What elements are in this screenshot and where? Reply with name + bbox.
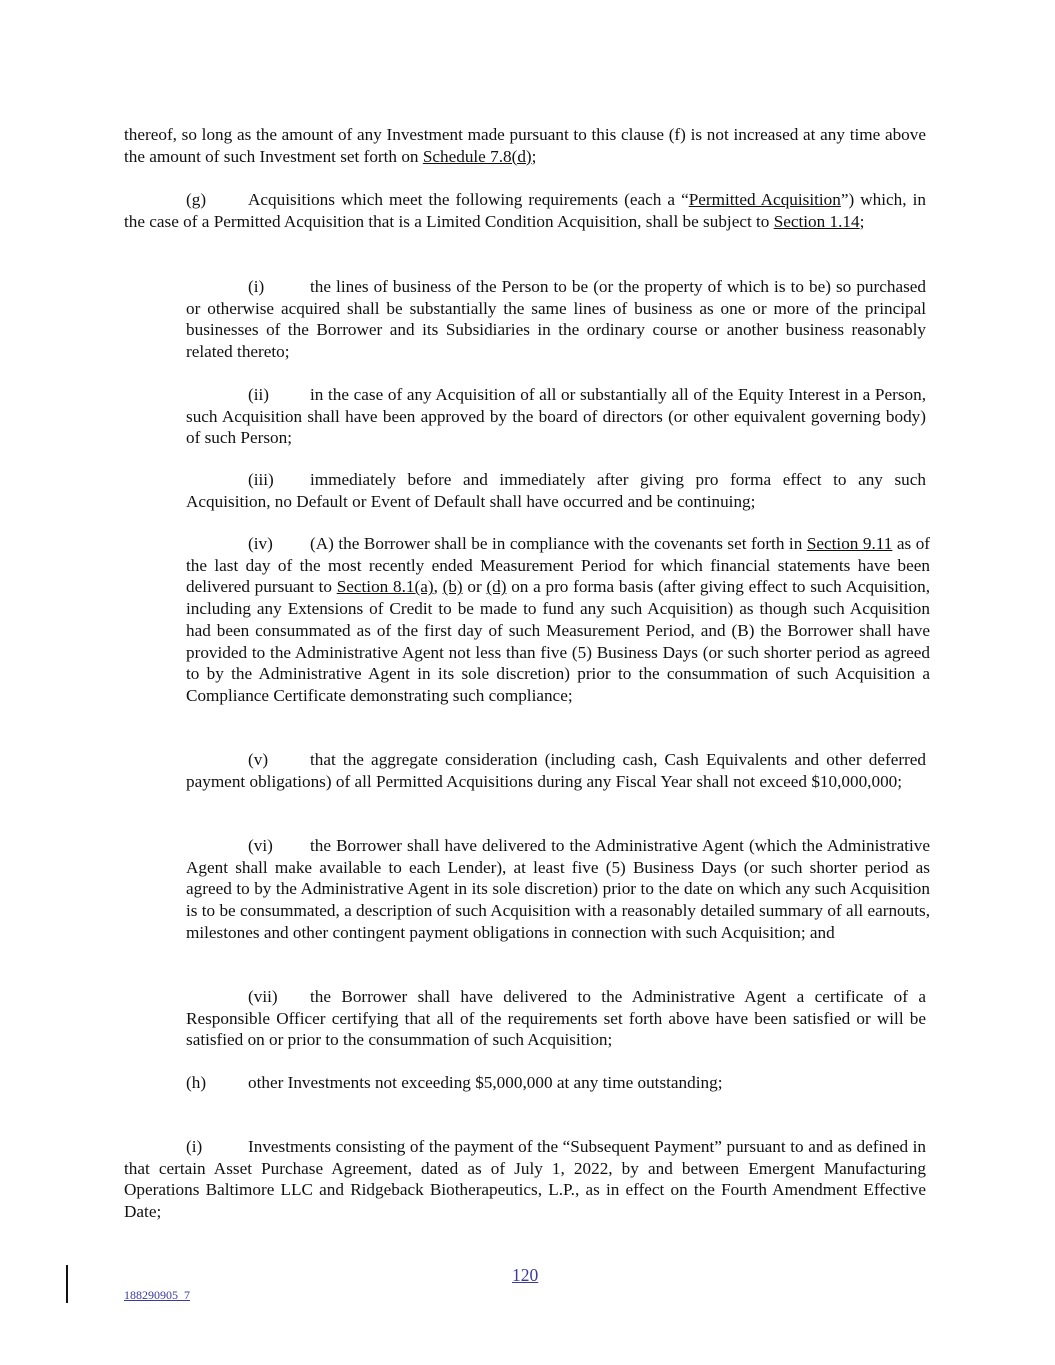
clause-label-g: (g) [186, 190, 207, 209]
paragraph-g-v: (v) that the aggregate consideration (including cash, Cash Equivalents and other deferred payment obligations) of all Permitted Acquisitions during any Fiscal Year shall not exceed $10,000,000; [186, 750, 926, 791]
clause-label-h: (h) [186, 1073, 207, 1092]
clause-label-vi: (vi) [248, 836, 273, 855]
clause-label-iii: (iii) [248, 470, 274, 489]
schedule-7-8-d-link[interactable]: Schedule 7.8(d) [422, 146, 532, 166]
paragraph-f-continuation: thereof, so long as the amount of any Investment made pursuant to this clause (f) is not increased at any time above the amount of such Investment set forth on Schedule 7.8(d); [124, 125, 926, 166]
section-1-14-link[interactable]: Section 1.14 [773, 211, 860, 231]
clause-label-v: (v) [248, 750, 269, 769]
paragraph-g-iii: (iii) immediately before and immediately after giving pro forma effect to any such Acquisition, no Default or Event of Default shall have occurred and be continuing; [186, 470, 926, 511]
paragraph-g-vi: (vi) the Borrower shall have delivered to the Administrative Agent (which the Administrative Agent shall make available to each Lender), at least five (5) Business Days (or such shorter period as agreed to by the Administrative Agent in its sole discretion) prior to the date on which any such Acquisition is to be consummated, a description of such Acquisition with a reasonably detailed summary of all earnouts, milestones and other contingent payment obligations in connection with such Acquisition; and [186, 836, 930, 942]
margin-change-bar [66, 1265, 68, 1303]
paragraph-g-vii: (vii) the Borrower shall have delivered to the Administrative Agent a certificate of a Responsible Officer certifying that all of the requirements set forth above have been satisfied or will be satisfied on or prior to the consummation of such Acquisition; [186, 987, 926, 1050]
clause-label-ii: (ii) [248, 385, 269, 404]
paragraph-i-clause: (i) Investments consisting of the payment of the “Subsequent Payment” pursuant to and as defined in that certain Asset Purchase Agreement, dated as of July 1, 2022, by and between Emergent Manufacturing Operations Baltimore LLC and Ridgeback Biotherapeutics, L.P., as in effect on the Fourth Amendment Effective Date; [124, 1137, 926, 1222]
clause-label-i-clause: (i) [186, 1137, 203, 1156]
section-9-11-link[interactable]: Section 9.11 [806, 534, 893, 553]
section-8-1-a-link[interactable]: Section 8.1(a) [336, 577, 434, 597]
section-8-1-b-link[interactable]: (b) [442, 577, 463, 597]
paragraph-g-ii: (ii) in the case of any Acquisition of all or substantially all of the Equity Interest in a Person, such Acquisition shall have been approved by the board of directors (or other equivalent governing body) of such Person; [186, 385, 926, 448]
paragraph-g-i: (i) the lines of business of the Person to be (or the property of which is to be) so purchased or otherwise acquired shall be substantially the same lines of business as one or more of the principal businesses of the Borrower and its Subsidiaries in the ordinary course or another business reasonably related thereto; [186, 277, 926, 362]
paragraph-g: (g) Acquisitions which meet the following requirements (each a “Permitted Acquisition”) which, in the case of a Permitted Acquisition that is a Limited Condition Acquisition, shall be subject to Section 1.14; [124, 190, 926, 231]
document-id[interactable]: 188290905_7 [124, 1288, 190, 1302]
section-8-1-d-link[interactable]: (d) [486, 577, 507, 597]
clause-label-vii: (vii) [248, 987, 278, 1006]
paragraph-h: (h) other Investments not exceeding $5,000,000 at any time outstanding; [186, 1073, 723, 1092]
permitted-acquisition-term: Permitted Acquisition [688, 190, 841, 209]
clause-label-i: (i) [248, 277, 265, 296]
clause-label-iv: (iv) [248, 534, 273, 553]
paragraph-g-iv: (iv) (A) the Borrower shall be in compliance with the covenants set forth in Section 9.11 as of the last day of the most recently ended Measurement Period for which financial statements have been delivered pursuant to Section 8.1(a), (b) or (d) on a pro forma basis (after giving effect to such Acquisition, including any Extensions of Credit to be made to fund any such Acquisition) as though such Acquisition had been consummated as of the first day of such Measurement Period, and (B) the Borrower shall have provided to the Administrative Agent not less than five (5) Business Days (or such shorter period as agreed to by the Administrative Agent in its sole discretion) prior to the consummation of such Acquisition a Compliance Certificate demonstrating such compliance; [186, 534, 931, 705]
page-number[interactable]: 120 [512, 1265, 539, 1285]
